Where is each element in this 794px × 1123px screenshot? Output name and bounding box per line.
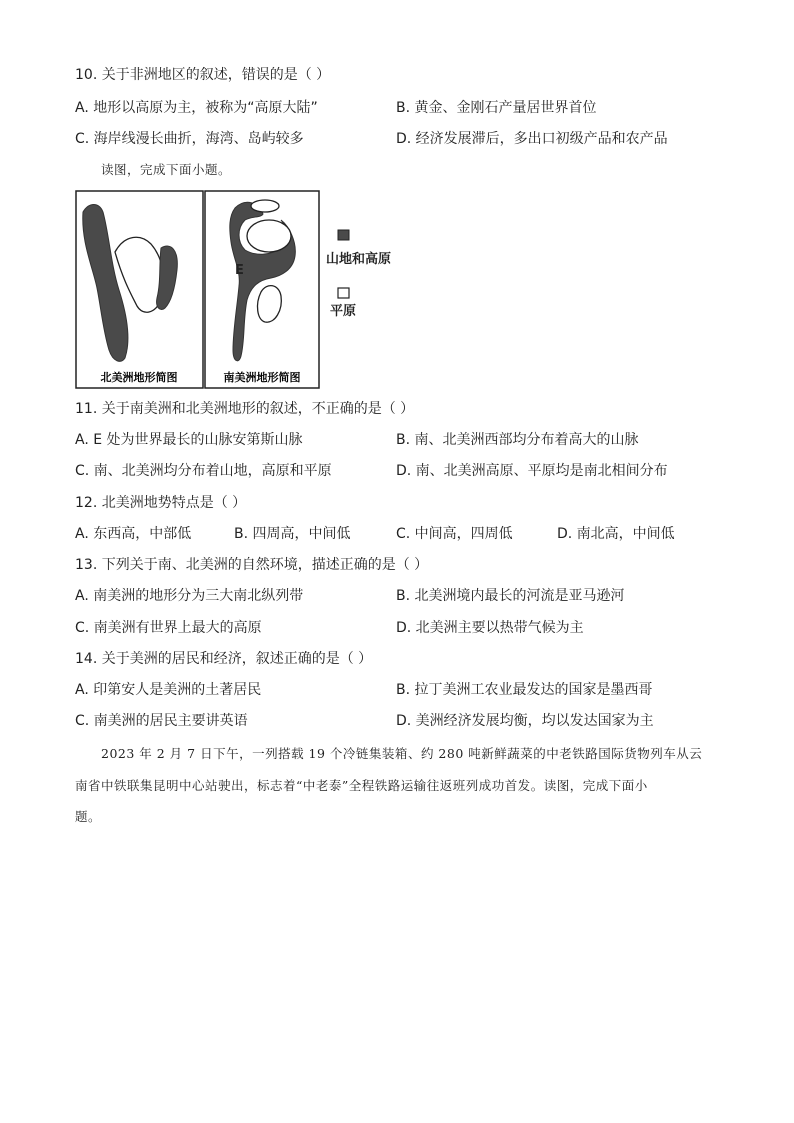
q14-stem: 14. 关于美洲的居民和经济，叙述正确的是（ ）	[75, 651, 373, 667]
q14-option-d: D. 美洲经济发展均衡，均以发达国家为主	[396, 713, 654, 729]
q13-option-d: D. 北美洲主要以热带气候为主	[396, 620, 584, 636]
q10-stem: 10. 关于非洲地区的叙述，错误的是（ ）	[75, 67, 331, 83]
legend-plain-label: 平原	[330, 304, 357, 319]
q10-option-b: B. 黄金、金刚石产量居世界首位	[396, 100, 597, 116]
legend-mountain-swatch	[338, 230, 349, 240]
q11-option-b: B. 南、北美洲西部均分布着高大的山脉	[396, 432, 639, 448]
legend-plain-swatch	[338, 288, 349, 298]
south-america-caption: 南美洲地形简图	[223, 371, 301, 384]
passage-line-1: 2023 年 2 月 7 日下午，一列搭载 19 个冷链集装箱、约 280 吨新鲜蔬菜的中老铁路国际货物列车从云	[101, 746, 703, 761]
q13-option-a: A. 南美洲的地形分为三大南北纵列带	[75, 588, 304, 604]
q12-option-d: D. 南北高，中间低	[557, 526, 675, 542]
q10-option-a: A. 地形以高原为主，被称为“高原大陆”	[75, 100, 318, 116]
label-e: E	[235, 263, 244, 278]
passage-line-2: 南省中铁联集昆明中心站驶出，标志着“中老泰”全程铁路运输往返班列成功首发。读图，完成下面小	[75, 778, 648, 793]
q12-option-c: C. 中间高，四周低	[396, 526, 513, 542]
americas-terrain-figure	[75, 190, 397, 390]
q13-option-c: C. 南美洲有世界上最大的高原	[75, 620, 262, 636]
q12-option-a: A. 东西高，中部低	[75, 526, 192, 542]
south-america-basin-plain	[247, 220, 291, 252]
q12-option-b: B. 四周高，中间低	[234, 526, 351, 542]
legend-mountain-label: 山地和高原	[326, 252, 392, 267]
q14-option-b: B. 拉丁美洲工农业最发达的国家是墨西哥	[396, 682, 653, 698]
q11-option-d: D. 南、北美洲高原、平原均是南北相间分布	[396, 463, 668, 479]
south-america-north-plain	[251, 200, 279, 212]
q11-stem: 11. 关于南美洲和北美洲地形的叙述，不正确的是（ ）	[75, 401, 415, 417]
q14-option-a: A. 印第安人是美洲的土著居民	[75, 682, 262, 698]
q13-option-b: B. 北美洲境内最长的河流是亚马逊河	[396, 588, 625, 604]
q11-option-a: A. E 处为世界最长的山脉安第斯山脉	[75, 432, 303, 448]
north-america-caption: 北美洲地形简图	[100, 371, 178, 384]
q13-stem: 13. 下列关于南、北美洲的自然环境，描述正确的是（ ）	[75, 557, 429, 573]
q11-option-c: C. 南、北美洲均分布着山地，高原和平原	[75, 463, 332, 479]
figure-intro: 读图，完成下面小题。	[101, 162, 232, 177]
terrain-maps	[75, 190, 397, 390]
passage-line-3: 题。	[75, 809, 102, 824]
q10-option-d: D. 经济发展滞后，多出口初级产品和农产品	[396, 131, 668, 147]
q10-option-c: C. 海岸线漫长曲折，海湾、岛屿较多	[75, 131, 304, 147]
q14-option-c: C. 南美洲的居民主要讲英语	[75, 713, 248, 729]
q12-stem: 12. 北美洲地势特点是（ ）	[75, 495, 247, 511]
